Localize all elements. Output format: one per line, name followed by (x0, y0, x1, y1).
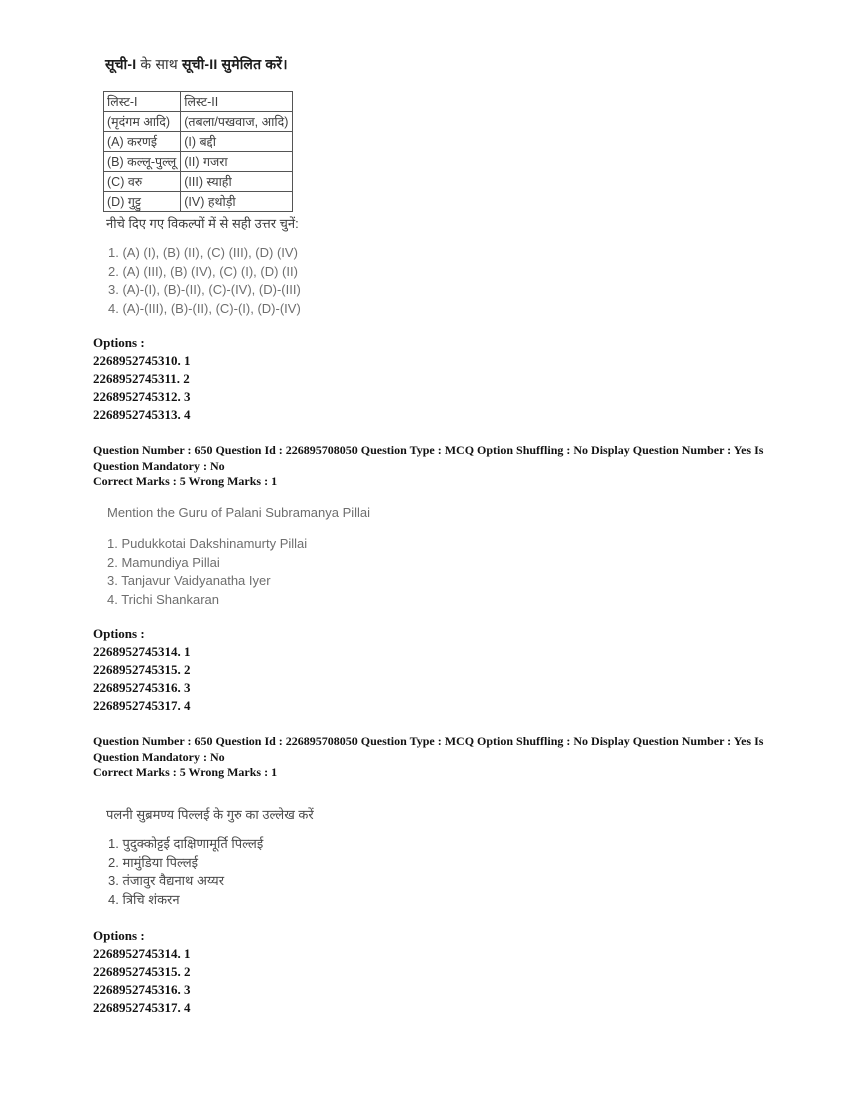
option-id-item: 2268952745315. 2 (93, 964, 191, 979)
table-header-cell-list1: लिस्ट-I (104, 92, 181, 112)
choice-item: 1. (A) (I), (B) (II), (C) (III), (D) (IV) (108, 245, 298, 260)
table-cell: (III) स्याही (181, 172, 293, 192)
answer-instruction: नीचे दिए गए विकल्पों में से सही उत्तर चुनें: (106, 216, 299, 231)
question-meta (93, 734, 833, 781)
match-question-heading (105, 55, 288, 74)
question-text-hindi: पलनी सुब्रमण्य पिल्लई के गुरु का उल्लेख करें (106, 807, 314, 822)
choice-item: 3. Tanjavur Vaidyanatha Iyer (107, 573, 271, 588)
choice-item: 2. Mamundiya Pillai (107, 554, 220, 570)
table-row (104, 152, 293, 172)
options-block-q1 (93, 334, 191, 424)
choice-item: 2. मामुंडिया पिल्लई (108, 854, 199, 870)
choice-item: 3. तंजावुर वैद्यनाथ अय्यर (108, 873, 225, 888)
table-row (104, 192, 293, 212)
table-row (104, 112, 293, 132)
table-cell: (B) कल्लू-पुल्लू (104, 152, 181, 172)
option-id-item: 2268952745312. 3 (93, 389, 191, 404)
option-id-item: 2268952745317. 4 (93, 1000, 191, 1015)
heading-list2-bold: सूची-II सुमेलित करें। (182, 56, 288, 72)
option-id-item: 2268952745315. 2 (93, 662, 191, 677)
meta-marks-line: Correct Marks : 5 Wrong Marks : 1 (93, 474, 278, 488)
meta-marks-line: Correct Marks : 5 Wrong Marks : 1 (93, 765, 278, 779)
options-block-q2 (93, 625, 191, 715)
table-cell: (C) वरु (104, 172, 181, 192)
choice-item: 1. पुदुक्कोट्टई दाक्षिणामूर्ति पिल्लई (108, 836, 264, 851)
options-label: Options : (93, 335, 145, 350)
table-row (104, 172, 293, 192)
meta-line: Question Number : 650 Question Id : 226895708050 Question Type : MCQ Option Shuffling : No Display Question Number : Yes Is (93, 443, 764, 457)
table-cell: (तबला/पखवाज, आदि) (181, 112, 293, 132)
choice-item: 2. (A) (III), (B) (IV), (C) (I), (D) (II) (108, 263, 298, 279)
question-meta (93, 443, 833, 490)
choice-item: 3. (A)-(I), (B)-(II), (C)-(IV), (D)-(III) (108, 282, 301, 297)
option-id-item: 2268952745314. 1 (93, 946, 191, 961)
choice-item: 4. Trichi Shankaran (107, 591, 220, 607)
table-header-cell-list2: लिस्ट-II (181, 92, 293, 112)
options-block-q3 (93, 927, 191, 1017)
meta-line: Question Mandatory : No (93, 749, 225, 764)
option-id-item: 2268952745314. 1 (93, 644, 191, 659)
option-id-item: 2268952745317. 4 (93, 698, 191, 713)
options-label: Options : (93, 928, 145, 943)
option-id-item: 2268952745316. 3 (93, 982, 191, 997)
table-cell: (A) करणई (104, 132, 181, 152)
heading-connector: के साथ (136, 56, 183, 72)
table-cell: (IV) हथोड़ी (181, 192, 293, 212)
choice-list-q3 (108, 835, 263, 909)
choice-item: 4. त्रिचि शंकरन (108, 891, 180, 907)
table-cell: (D) गुट्टु (104, 192, 181, 212)
match-list-table (103, 91, 293, 212)
option-id-item: 2268952745311. 2 (93, 371, 190, 386)
choice-list-q1 (108, 244, 301, 318)
option-id-item: 2268952745313. 4 (93, 407, 191, 422)
choice-item: 1. Pudukkotai Dakshinamurty Pillai (107, 536, 308, 551)
meta-line: Question Mandatory : No (93, 458, 225, 473)
meta-line: Question Number : 650 Question Id : 226895708050 Question Type : MCQ Option Shuffling : No Display Question Number : Yes Is (93, 734, 764, 748)
choice-item: 4. (A)-(III), (B)-(II), (C)-(I), (D)-(IV) (108, 300, 301, 316)
option-id-item: 2268952745310. 1 (93, 353, 191, 368)
heading-list1-bold: सूची-I (105, 56, 137, 72)
option-id-item: 2268952745316. 3 (93, 680, 191, 695)
table-cell: (II) गजरा (181, 152, 293, 172)
choice-list-q2 (107, 535, 307, 609)
table-cell: (I) बद्दी (181, 132, 293, 152)
table-cell: (मृदंगम आदि) (104, 112, 181, 132)
question-text-english: Mention the Guru of Palani Subramanya Pillai (107, 505, 371, 520)
table-header-row (104, 92, 293, 112)
table-row (104, 132, 293, 152)
options-label: Options : (93, 626, 145, 641)
